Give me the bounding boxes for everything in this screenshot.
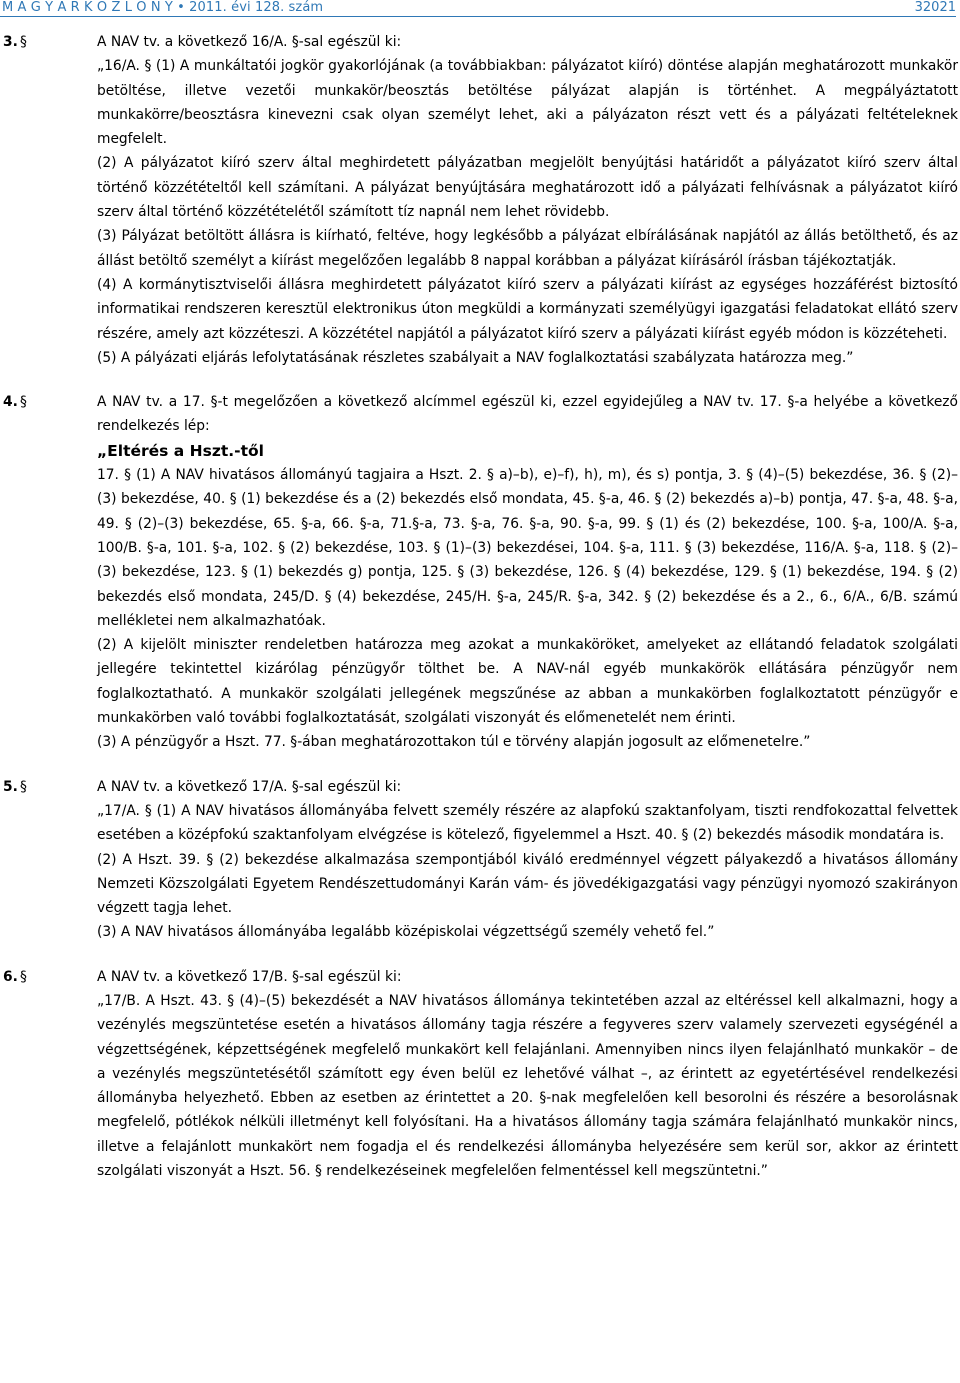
paragraph: (3) Pályázat betöltött állásra is kiírható, feltéve, hogy legkésőbb a pályázat elbírálásának napjától az állás betölthető, és az állást betöltő személyt a kiírást megelőzően legalább 8 nappal korábban a pályázat kiírásáról írásban tájékoztatják. <box>97 228 958 269</box>
section-6 <box>0 965 958 1184</box>
section-symbol: § <box>20 394 27 411</box>
paragraph: (2) A kijelölt miniszter rendeletben határozza meg azokat a munkaköröket, amelyeket az ellátandó feladatok szolgálati jellegére tekintettel kizárólag pénzügyőr tölthet be. A NAV-nál egyéb munkakörök ellátására pénzügyőr nem foglalkoztatható. A munkakör szolgálati jellegének megszűnése az abban a munkakörben foglalkoztatott pénzügyőr e munkakörben való további foglalkoztatását, szolgálati viszonyát és előmenetelét nem érinti. <box>97 637 958 727</box>
section-number: 6. <box>3 968 18 985</box>
paragraph: A NAV tv. a 17. §-t megelőzően a következő alcímmel egészül ki, ezzel egyidejűleg a NAV tv. 17. §-a helyébe a következő rendelkezés lép: <box>97 394 958 435</box>
paragraph: (4) A kormánytisztviselői állásra meghirdetett pályázatot kiíró szerv a pályázati kiírást az egységes hozzáférést biztosító informatikai rendszeren keresztül elektronikus úton megküldi a kormányzati személyügyi igazgatási feladatokat ellátó szerv részére, amely azt közzéteszi. A közzététel napjától a pályázatot kiíró szerv a pályázati kiírást egyéb módon is közzéteheti. <box>97 276 958 342</box>
section-symbol: § <box>20 34 27 50</box>
paragraph: A NAV tv. a következő 17/A. §-sal egészül ki: <box>97 778 402 795</box>
paragraph: (5) A pályázati eljárás lefolytatásának részletes szabályait a NAV foglalkoztatási szabályzata határozza meg.” <box>97 349 854 366</box>
section-number: 4. <box>3 394 18 411</box>
paragraph: (2) A pályázatot kiíró szerv által meghirdetett pályázatban megjelölt benyújtási határidőt a pályázatot kiíró szerv által történő közzétételtől kell számítani. A pályázat benyújtására meghatározott idő a pályázati felhívásnak a pályázatot kiíró szerv által történő közzétételétől számított tíz napnál nem lehet rövidebb. <box>97 155 958 221</box>
paragraph: (2) A Hszt. 39. § (2) bekezdése alkalmazása szempontjából kiváló eredménnyel végzett pályakezdő a hivatásos állomány Nemzeti Közszolgálati Egyetem Rendészettudományi Karán vám- és jövedékigazgatási vagy pénzügyi nyomozó szakirányon végzett tagja lehet. <box>97 851 958 917</box>
paragraph: (3) A pénzügyőr a Hszt. 77. §-ában meghatározottakon túl e törvény alapján jogosult az előmenetelre.” <box>97 734 811 751</box>
paragraph: (3) A NAV hivatásos állományába legalább középiskolai végzettségű személy vehető fel.” <box>97 924 715 941</box>
section-5 <box>0 775 958 945</box>
page-number: 32021 <box>914 0 956 15</box>
page-header <box>0 0 960 24</box>
paragraph: „16/A. § (1) A munkáltatói jogkör gyakorlójának (a továbbiakban: pályázatot kiíró) döntése alapján meghatározott munkakör betöltése, illetve vezetői munkakör/beosztás betöltése pályázat alapján is történhet. A megpályáztatott munkakörre/beosztásra kinevezni csak olyan személyt lehet, aki a pályázaton részt vett és a pályázati feltételeknek megfelelt. <box>97 58 958 148</box>
section-symbol: § <box>20 778 27 795</box>
journal-title: M A G Y A R K Ö Z L Ö N Y • 2011. évi 128. szám <box>2 0 324 15</box>
section-number: 3. <box>3 34 18 50</box>
section-number: 5. <box>3 778 18 795</box>
paragraph: A NAV tv. a következő 17/B. §-sal egészül ki: <box>97 968 402 985</box>
paragraph: 17. § (1) A NAV hivatásos állományú tagjaira a Hszt. 2. § a)–b), e)–f), h), m), és s) pontja, 3. § (4)–(5) bekezdése, 36. § (2)–(3) bekezdése, 40. § (1) bekezdése és a (2) bekezdés első mondata, 45. §-a, 46. § (2) bekezdés a)–b) pontja, 47. §-a, 48. §-a, 49. § (2)–(3) bekezdése, 65. §-a, 66. §-a, 71.§-a, 73. §-a, 76. §-a, 90. §-a, 99. § (1) és (2) bekezdése, 100. §-a, 100/A. §-a, 100/B. §-a, 101. §-a, 102. § (2) bekezdése, 103. § (1)–(3) bekezdései, 104. §-a, 111. § (3) bekezdése, 116/A. §-a, 118. § (2)–(3) bekezdése, 123. § (1) bekezdés g) pontja, 125. § (3) bekezdése, 126. § (4) bekezdése, 129. § (1) bekezdése, 194. § (2) bekezdés első mondata, 245/D. § (4) bekezdése, 245/H. §-a, 245/R. §-a, 342. § (2) bekezdése és a 2., 6., 6/A., 6/B. számú mellékletei nem alkalmazhatóak. <box>97 467 958 629</box>
section-4 <box>0 390 958 754</box>
header-rule <box>0 16 956 17</box>
paragraph: „17/B. A Hszt. 43. § (4)–(5) bekezdését a NAV hivatásos állománya tekintetében azzal az eltéréssel kell alkalmazni, hogy a vezénylés megszüntetése esetén a hivatásos állomány tagja részére a fegyveres szerv valamely szervezeti egységénél a végzettségének, képzettségének megfelelő munkakört kell felajánlani. Amennyiben nincs ilyen felajánlható munkakör – de a vezénylés megszüntetésétől számított egy éven belül ez lehetővé válhat –, az érintett az egyetértésével rendelkezési állományba helyezhető. Ebben az esetben az érintettet a 20. §-nak megfelelően kell besorolni és részére a besorolásnak megfelelő, pótlékok nélküli illetményt kell folyósítani. Ha a hivatásos állomány tagja számára felajánlható munkakör nincs, illetve a felajánlott munkakört nem fogadja el és rendelkezési állományba helyezésére sem kerül sor, akkor az érintett szolgálati viszonyát a Hszt. 56. § rendelkezéseinek megfelelően felmentéssel kell megszüntetni.” <box>97 992 958 1180</box>
subsection-title: „Eltérés a Hszt.-től <box>97 441 264 460</box>
paragraph: „17/A. § (1) A NAV hivatásos állományába felvett személy részére az alapfokú szaktanfolyam, tiszti rendfokozattal felvettek esetében a középfokú szaktanfolyam elvégzése is kötelező, figyelemmel a Hszt. 40. § (2) bekezdés második mondatára is. <box>97 802 958 844</box>
document-body <box>0 30 958 1183</box>
section-3 <box>0 30 958 370</box>
paragraph: A NAV tv. a következő 16/A. §-sal egészül ki: <box>97 34 402 50</box>
section-symbol: § <box>20 968 27 985</box>
